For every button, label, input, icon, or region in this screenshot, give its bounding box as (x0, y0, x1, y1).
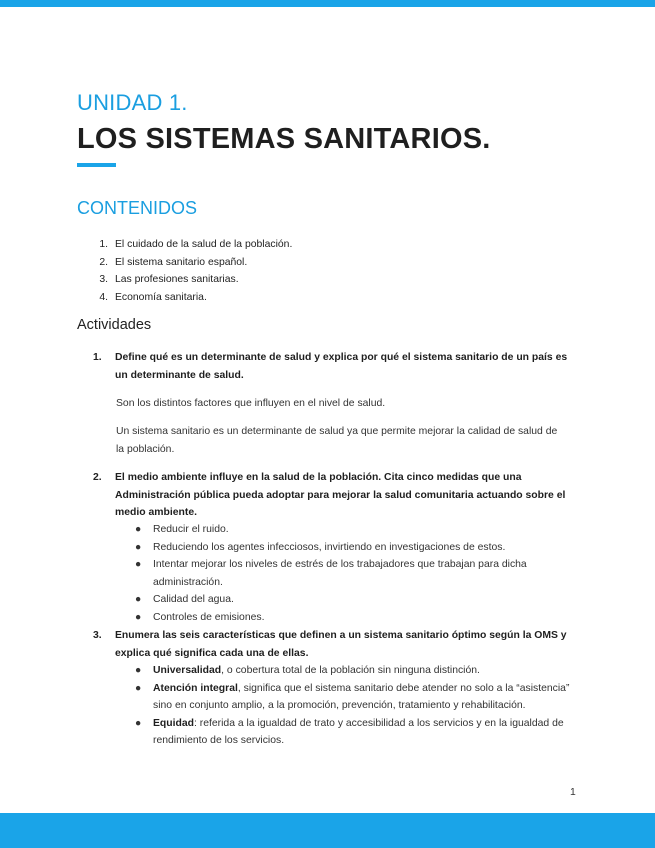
bullet-icon: ● (135, 594, 142, 605)
question-number: 2. (93, 472, 102, 483)
page-title: LOS SISTEMAS SANITARIOS. (77, 123, 491, 155)
list-item (77, 289, 292, 307)
bullet-icon: ● (135, 524, 142, 535)
term: Atención integral (153, 682, 238, 694)
term-definition: , o cobertura total de la población sin ninguna distinción. (221, 665, 480, 676)
list-item-text: Reducir el ruido. (153, 524, 229, 535)
list-item-text: El sistema sanitario español. (115, 256, 248, 268)
bullet-icon: ● (135, 665, 142, 676)
bullet-icon: ● (135, 682, 142, 694)
list-item-number: 2. (99, 256, 108, 268)
list-item-text: Reduciendo los agentes infecciosos, invirtiendo en investigaciones de estos. (153, 541, 506, 553)
list-item (77, 271, 292, 289)
list-item-number: 4. (99, 291, 108, 303)
page-number: 1 (570, 787, 576, 798)
top-accent-bar (0, 0, 655, 7)
answer-paragraph: Un sistema sanitario es un determinante de salud ya que permite mejorar la calidad de salud de la población. (116, 426, 558, 455)
list-item-text: Controles de emisiones. (153, 611, 265, 623)
bullet-icon: ● (135, 717, 142, 729)
question-number: 1. (93, 352, 102, 363)
list-item-text: Las profesiones sanitarias. (115, 274, 239, 285)
question-text: El medio ambiente influye en la salud de la población. Cita cinco medidas que una Administración pública pueda adoptar para mejorar la salud comunitaria actuando sobre el medio ambiente. (115, 472, 566, 518)
answer-bullet-list (130, 521, 575, 626)
answer-paragraph: Son los distintos factores que influyen en el nivel de salud. (116, 398, 386, 409)
list-item (130, 715, 575, 750)
answer-bullet-list (130, 662, 575, 750)
bullet-icon: ● (135, 541, 142, 553)
activities-heading: Actividades (77, 317, 152, 333)
term-definition: : referida a la igualdad de trato y accesibilidad a los servicios y en la igualdad de rendimiento de los servicios. (153, 717, 564, 746)
list-item-text: Calidad del agua. (153, 594, 234, 605)
term: Equidad (153, 717, 194, 729)
question-text: Enumera las seis características que definen a un sistema sanitario óptimo según la OMS y explica qué significa cada una de ellas. (115, 630, 567, 659)
list-item-text: Economía sanitaria. (115, 291, 207, 303)
question-text: Define qué es un determinante de salud y explica por qué el sistema sanitario de un país es un determinante de salud. (115, 352, 568, 381)
term: Universalidad (153, 665, 222, 676)
list-item (130, 662, 575, 680)
list-item (130, 521, 575, 539)
list-item (130, 539, 575, 557)
question-number: 3. (93, 630, 102, 641)
bullet-icon: ● (135, 611, 142, 623)
bottom-accent-bar (0, 813, 655, 848)
list-item-number: 3. (99, 274, 108, 285)
unit-label: UNIDAD 1. (77, 90, 188, 115)
list-item (77, 254, 292, 272)
list-item-number: 1. (99, 239, 108, 250)
question-3 (93, 627, 573, 662)
question-2 (93, 469, 573, 522)
list-item (130, 609, 575, 627)
term-definition: , significa que el sistema sanitario debe atender no solo a la “asistencia” sino en conjunto amplio, a la promoción, prevención, tratamiento y rehabilitación. (153, 682, 570, 711)
question-1 (93, 349, 573, 384)
list-item (130, 680, 575, 715)
list-item-text: Intentar mejorar los niveles de estrés de los trabajadores que trabajan para dicha administración. (153, 559, 527, 588)
list-item (130, 556, 575, 591)
list-item (130, 591, 575, 609)
contents-heading: CONTENIDOS (77, 198, 198, 218)
bullet-icon: ● (135, 559, 142, 570)
title-underline (77, 163, 116, 167)
list-item-text: El cuidado de la salud de la población. (115, 239, 293, 250)
contents-list (77, 236, 292, 306)
list-item (77, 236, 292, 254)
